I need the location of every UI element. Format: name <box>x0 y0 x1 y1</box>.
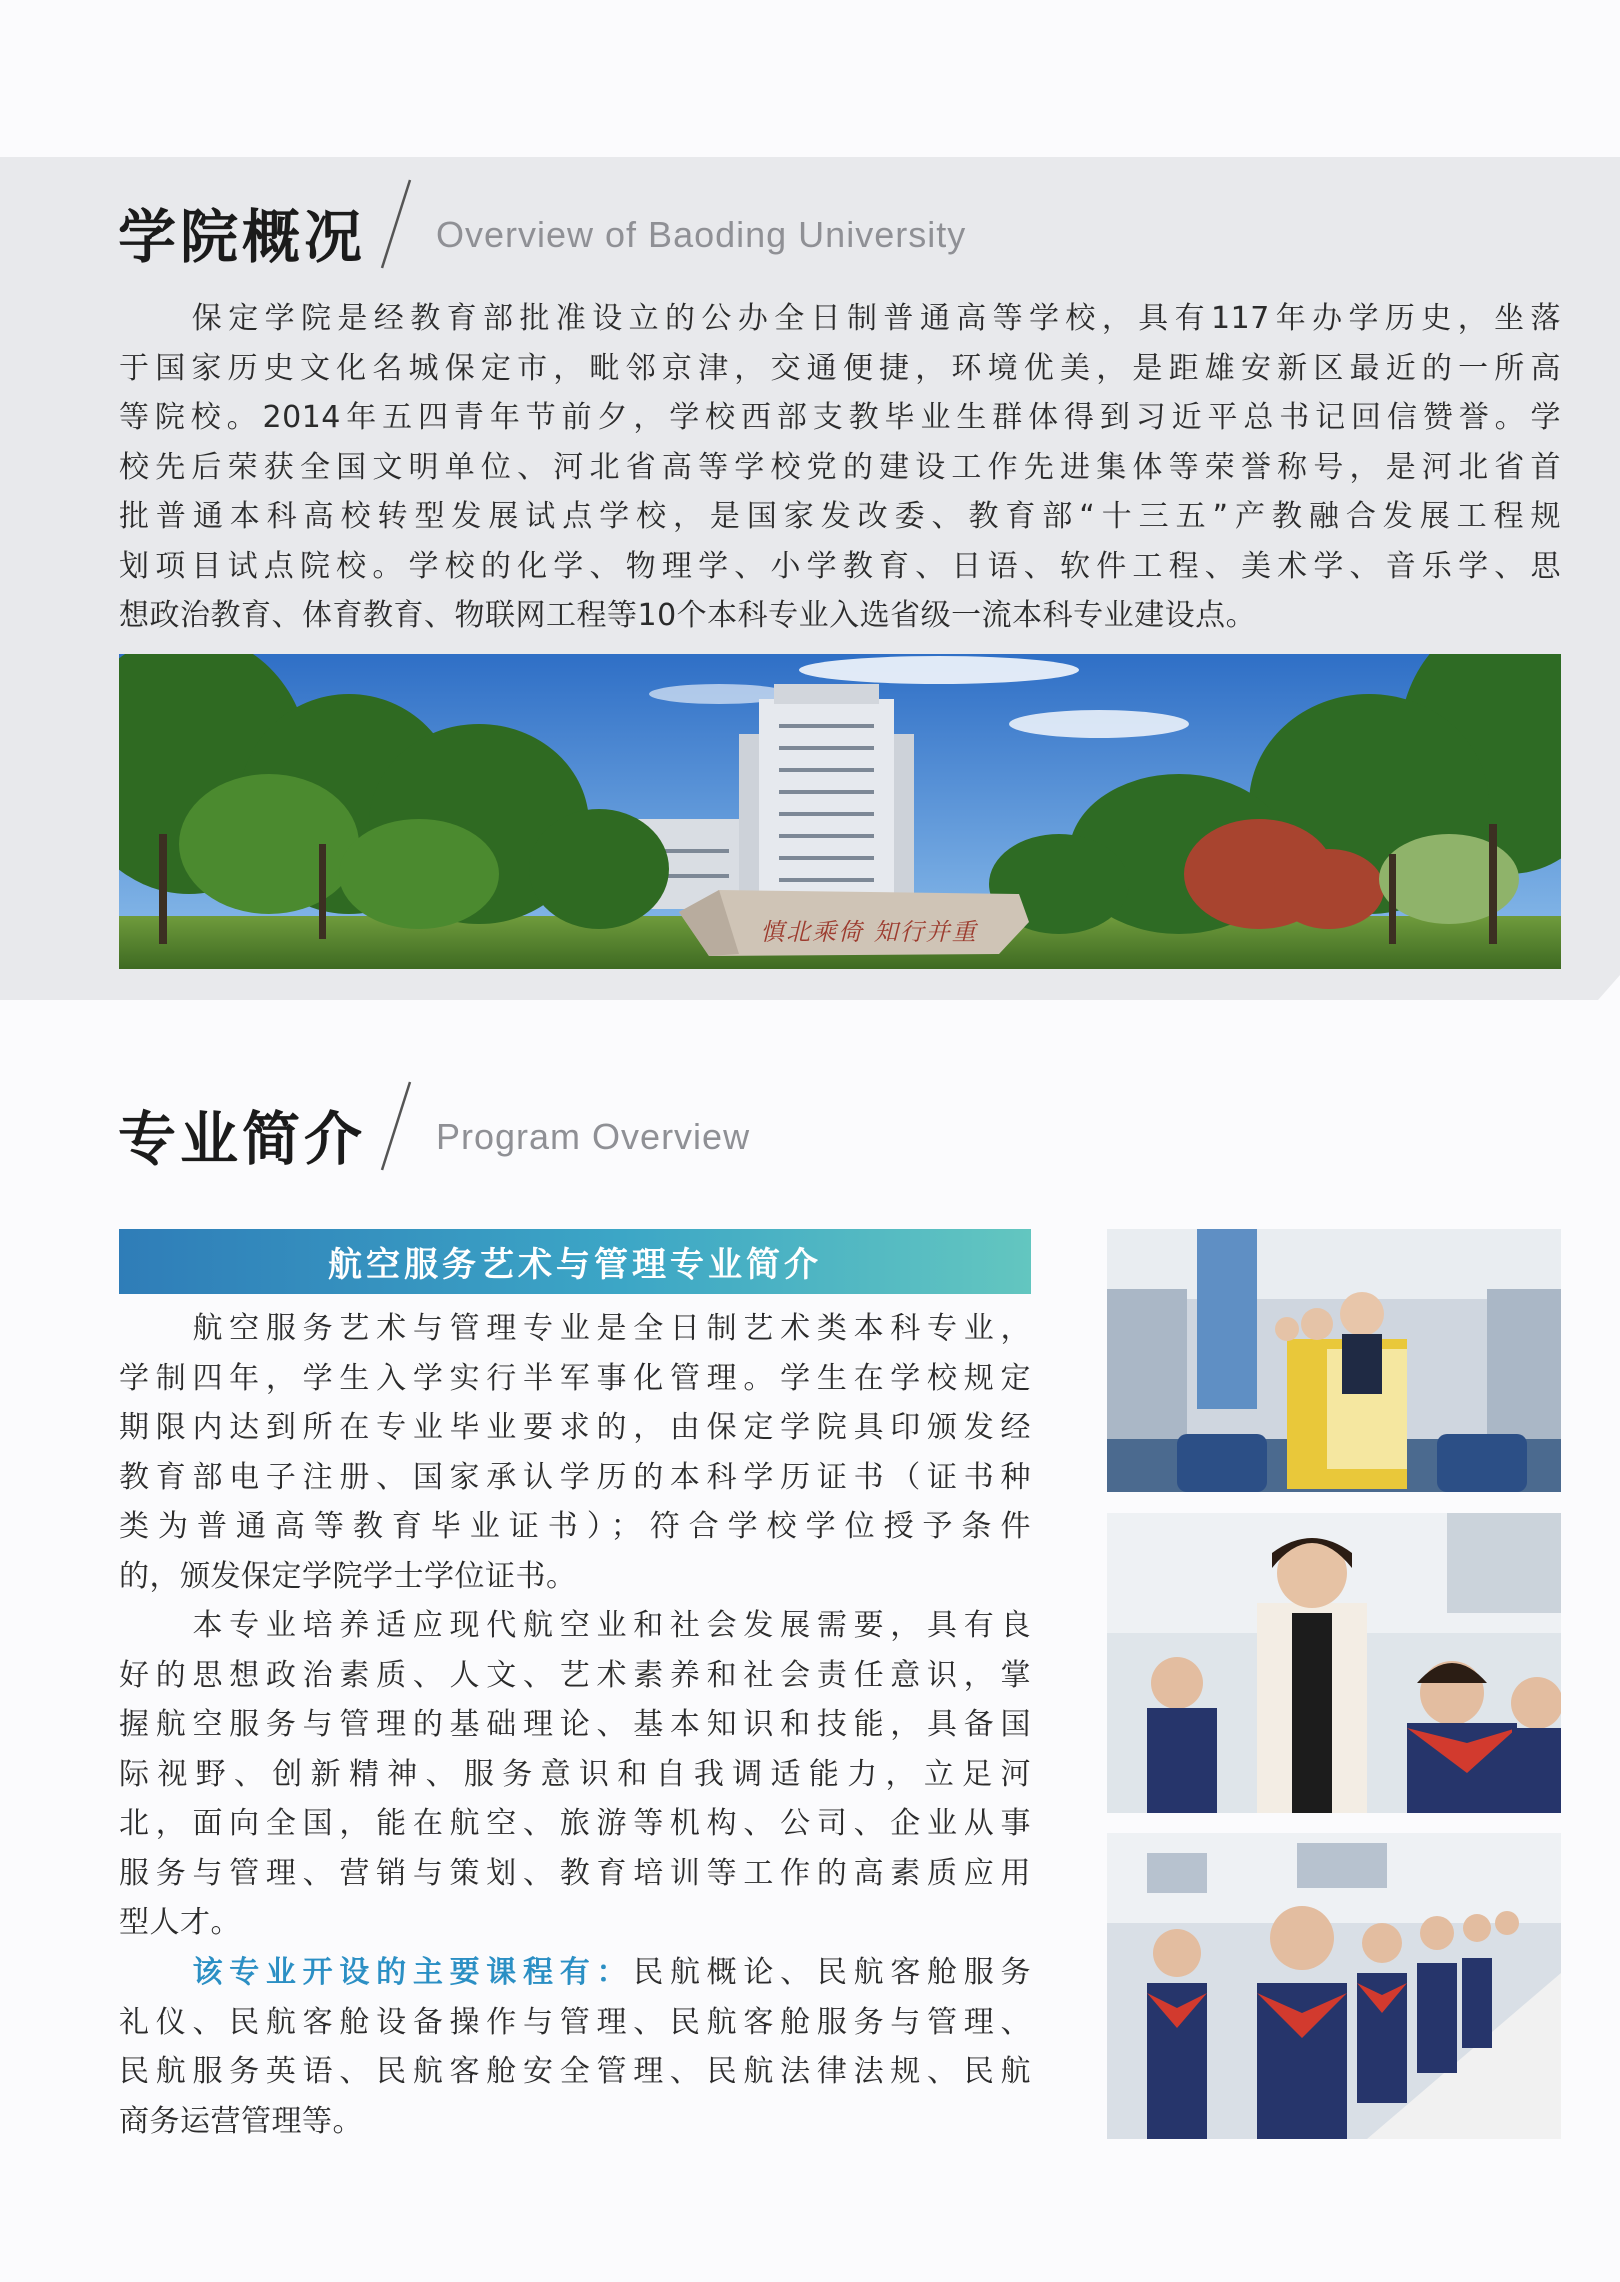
text-line: 等院校。2014年五四青年节前夕，学校西部支教毕业生群体得到习近平总书记回信赞誉。学 <box>119 400 1561 435</box>
text-line: 划项目试点院校。学校的化学、物理学、小学教育、日语、软件工程、美术学、音乐学、思 <box>119 548 1561 584</box>
program-banner <box>119 1229 1031 1294</box>
program-title-zh: 专业简介 <box>118 1105 367 1173</box>
text-line: 握航空服务与管理的基础理论、基本知识和技能，具备国 <box>119 1707 1031 1742</box>
text-line: 教育部电子注册、国家承认学历的本科学历证书（证书种 <box>119 1459 1031 1495</box>
text-line: 礼仪、民航客舱设备操作与管理、民航客舱服务与管理、 <box>119 2004 1031 2040</box>
title-divider-slash <box>376 176 416 276</box>
text-line: 型人才。 <box>119 1905 241 1940</box>
text-line: 于国家历史文化名城保定市，毗邻京津，交通便捷，环境优美，是距雄安新区最近的一所高 <box>119 350 1561 386</box>
text-line: 商务运营管理等。 <box>119 2103 363 2139</box>
section-corner-cut <box>1598 975 1620 1000</box>
text-line: 际视野、创新精神、服务意识和自我调适能力，立足河 <box>119 1756 1031 1792</box>
makeup-training-photo <box>1107 1513 1561 1813</box>
title-divider-slash <box>376 1078 416 1178</box>
overview-title-zh: 学院概况 <box>118 203 367 271</box>
text-line <box>119 1948 1031 1998</box>
text-line: 服务与管理、营销与策划、教育培训等工作的高素质应用 <box>119 1855 1031 1891</box>
text-line: 批普通本科高校转型发展试点学校，是国家发改委、教育部“十三五”产教融合发展工程规 <box>119 499 1561 534</box>
program-paragraph-2 <box>119 1601 1031 1948</box>
program-paragraph-1 <box>119 1304 1031 1601</box>
stone-inscription: 慎北乘倚 知行并重 <box>760 918 978 946</box>
text-line: 想政治教育、体育教育、物联网工程等10个本科专业入选省级一流本科专业建设点。 <box>119 598 1257 633</box>
program-courses-paragraph <box>119 1948 1031 2146</box>
program-banner-text: 航空服务艺术与管理专业简介 <box>328 1245 822 1285</box>
text-line: 学制四年，学生入学实行半军事化管理。学生在学校规定 <box>119 1360 1031 1396</box>
cabin-service-photo <box>1107 1229 1561 1492</box>
courses-first-line: 民航概论、民航客舱服务 <box>633 1955 1032 1990</box>
text-line: 好的思想政治素质、人文、艺术素养和社会责任意识，掌 <box>119 1657 1031 1693</box>
overview-title-en: Overview of Baoding University <box>436 214 967 255</box>
campus-photo <box>119 654 1561 969</box>
program-title-en: Program Overview <box>436 1116 751 1157</box>
courses-label: 该专业开设的主要课程有： <box>192 1955 634 1990</box>
text-line: 期限内达到所在专业毕业要求的，由保定学院具印颁发经 <box>119 1410 1031 1445</box>
text-line: 类为普通高等教育毕业证书）；符合学校学位授予条件 <box>119 1509 1031 1544</box>
overview-paragraph <box>119 294 1561 641</box>
text-line: 航空服务艺术与管理专业是全日制艺术类本科专业， <box>119 1311 1031 1346</box>
text-line: 本专业培养适应现代航空业和社会发展需要，具有良 <box>119 1608 1031 1643</box>
text-line: 民航服务英语、民航客舱安全管理、民航法律法规、民航 <box>119 2054 1031 2089</box>
classroom-makeup-photo <box>1107 1833 1561 2139</box>
text-line: 校先后荣获全国文明单位、河北省高等学校党的建设工作先进集体等荣誉称号，是河北省首 <box>119 449 1561 485</box>
text-line: 北，面向全国，能在航空、旅游等机构、公司、企业从事 <box>119 1806 1031 1841</box>
text-line: 的，颁发保定学院学士学位证书。 <box>119 1558 577 1594</box>
text-line: 保定学院是经教育部批准设立的公办全日制普通高等学校，具有117年办学历史，坐落 <box>119 301 1561 336</box>
